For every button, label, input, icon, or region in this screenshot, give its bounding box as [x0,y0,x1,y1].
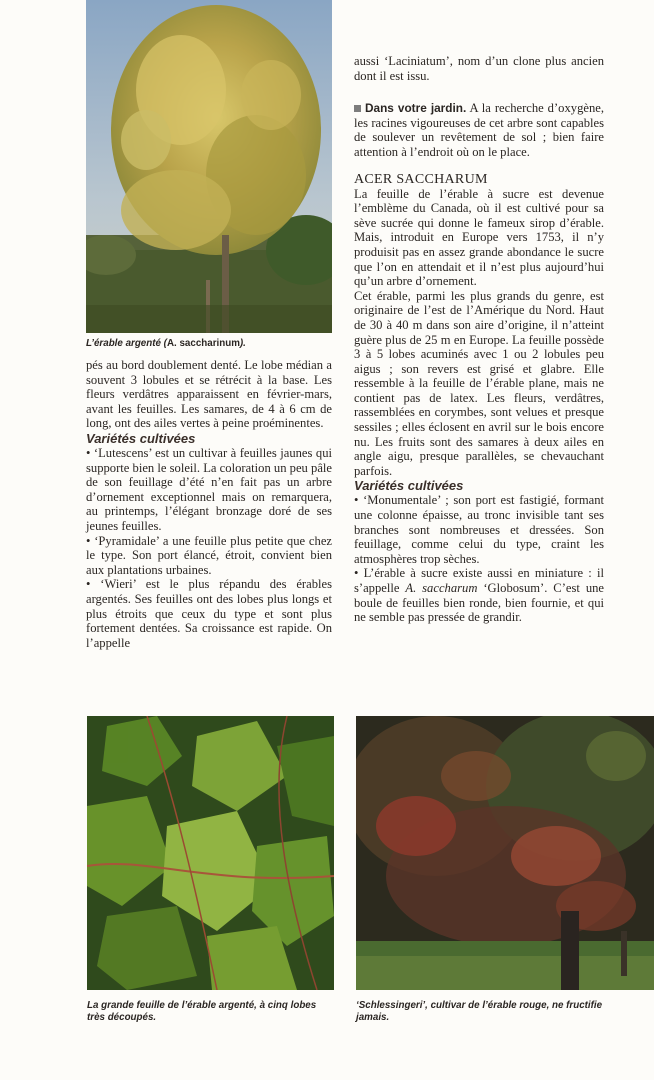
right-text-column [354,54,604,625]
photo-schlessingeri [356,716,654,990]
heading-cultivated-varieties-left: Variétés cultivées [86,430,196,446]
right-item-monumentale: • ‘Monumentale’ ; son port est fastigié, formant une colonne épaisse, au tronc invisible tant ses branches sont nombreuses et dressées. Son feuillage, comme celui du type, craint les atmosphères trop sèches. [354,493,604,566]
caption-taxon: A. saccharinum [166,338,240,349]
square-bullet-icon [354,105,361,112]
heading-cultivated-varieties-right: Variétés cultivées [354,478,464,494]
species-heading: ACER SACCHARUM [354,171,488,187]
red-maple-image [356,716,654,990]
right-item-globosum: • L’érable à sucre existe aussi en miniature : il s’appelle A. saccharum ‘Globosum’. C’est une boule de feuilles bien ronde, bien fournie, et qui ne semble pas pressée de grandir. [354,566,604,625]
right-paragraph-1: La feuille de l’érable à sucre est devenue l’emblème du Canada, où il est cultivé pour sa sève sucrée qui donne le fameux sirop d’érable. Mais, introduit en Europe vers 1753, il n’y produisit pas en assez grande abondance le sucre que l’on en attendait et il n’est plus aujourd’hui qu’un arbre d’ornement. [354,186,604,289]
garden-text: A la recherche d’oxygène, les racines vigoureuses de cet arbre sont capables de soulever un revêtement de sol ; bien faire attention à l’endroit où on le place. [354,101,604,159]
caption-schlessingeri: ‘Schlessingeri’, cultivar de l’érable rouge, ne fructifie jamais. [356,1000,603,1023]
tree-image [86,0,332,333]
left-text-column [86,358,332,650]
left-item-pyramidale: • ‘Pyramidale’ a une feuille plus petite que chez le type. Son port élancé, étroit, convient bien aux plantations urbaines. [86,533,332,577]
taxon-italic: A. saccharum [405,581,478,595]
caption-silver-maple-leaf: La grande feuille de l’érable argenté, à cinq lobes très découpés. [87,1000,317,1023]
garden-paragraph [354,101,604,159]
right-paragraph-2: Cet érable, parmi les plus grands du genre, est originaire de l’est de l’Amérique du Nord. Haut de 30 à 40 m dans son aire d’origine, il n’atteint guère plus de 25 m en Europe. La feuille possède 3 à 5 lobes acuminés avec 1 ou 2 lobules peu aigus ; son revers est grisé et glabre. Elle ressemble à la feuille de l’érable plane, mais ne contient pas de latex. Les fleurs, verdâtres, rassemblées en corymbes, sont velues et presque sessiles ; elles éclosent en avril sur le bois encore nu. Les fruits sont des samares à deux ailes en angle aigu, presque parallèles, se chevauchant parfois. [354,288,604,478]
photo-silver-maple-tree [86,0,332,333]
photo-silver-maple-leaves [87,716,334,990]
left-item-lutescens: • ‘Lutescens’ est un cultivar à feuilles jaunes qui supporte bien le soleil. La coloration un peu pâle de son feuillage d’été n’en fait pas un arbre d’ornement exceptionnel mais on remarquera, au printemps, l’élégant bronzage doré de ses jeunes feuilles. [86,445,332,533]
caption-silver-maple: L’érable argenté (A. saccharinum). [86,338,246,349]
leaves-image [87,716,334,990]
right-paragraph-0: aussi ‘Laciniatum’, nom d’un clone plus ancien dont il est issu. [354,54,604,83]
left-paragraph-1: pés au bord doublement denté. Le lobe médian a souvent 3 lobules et se rétrécit à la base. Les fleurs verdâtres apparaissent en février-mars, avant les feuilles. Les samares, de 4 à 6 cm de long, ont des ailes vertes à peine proéminentes. [86,358,332,431]
left-item-wieri: • ‘Wieri’ est le plus répandu des érables argentés. Ses feuilles ont des lobes plus longs et plus étroits que ceux du type et sont plus fortement dentées. Sa croissance est rapide. On l’appelle [86,577,332,650]
garden-runin: Dans votre jardin. [365,101,467,116]
